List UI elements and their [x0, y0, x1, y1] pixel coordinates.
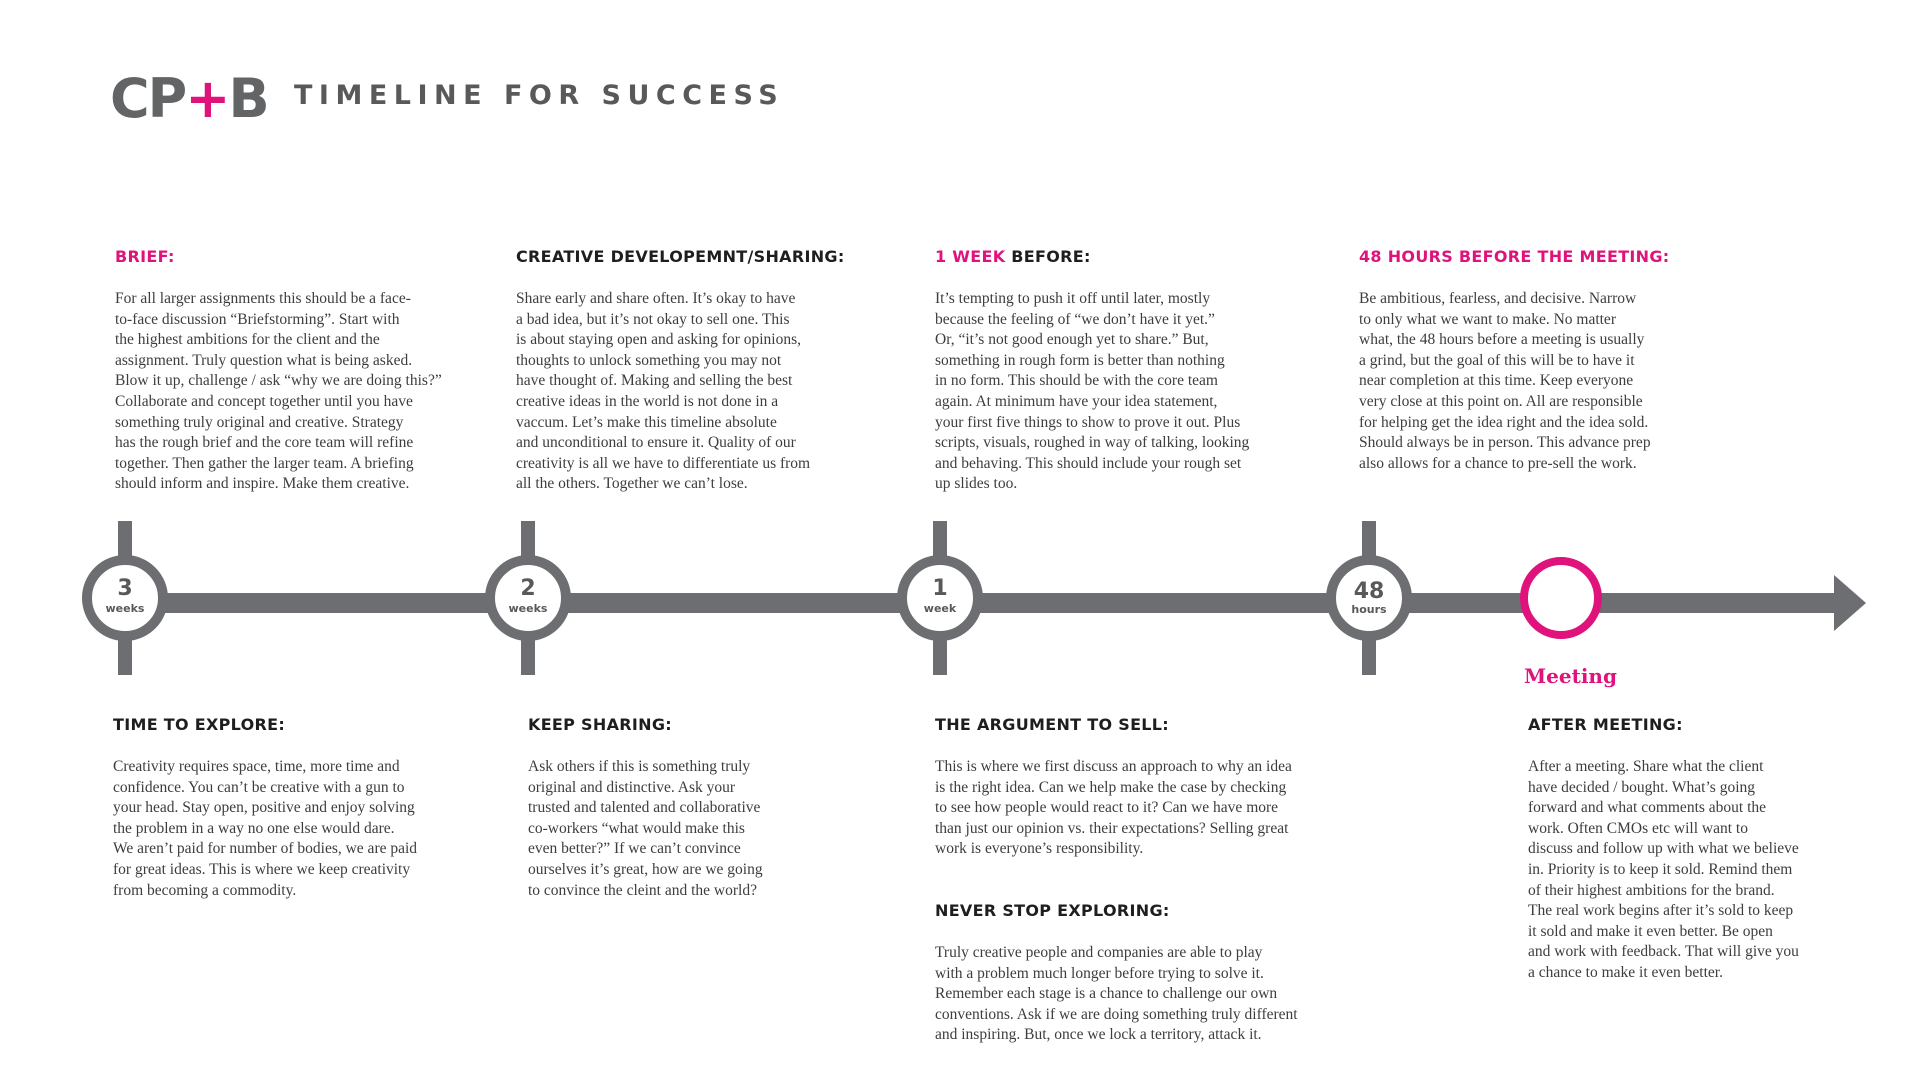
section-heading: KEEP SHARING: [528, 715, 672, 734]
section-heading: NEVER STOP EXPLORING: [935, 901, 1170, 920]
marker-unit: week [923, 602, 957, 615]
section-body: Creativity requires space, time, more time and confidence. You can’t be creative with a gun to your head. Stay open, positive and enjoy solving the problem in a way no one else would dare. We aren’t paid for number of bodies, we are paid for great ideas. This is where we keep creativity from becoming a commodity. [113, 758, 418, 899]
heading-accent: 1 WEEK [935, 247, 1006, 266]
marker-number: 2 [520, 576, 536, 601]
section-heading: THE ARGUMENT TO SELL: [935, 715, 1169, 734]
marker-unit: weeks [105, 602, 145, 615]
section-body: It’s tempting to push it off until later, mostly because the feeling of “we don’t have it yet.” Or, “it’s not good enough yet to share.” But, something in rough form is better than nothing in no form. This should be with the core team again. At minimum have your idea statement, your first five things to show to prove it out. Plus scripts, visuals, roughed in way of talking, looking and behaving. This should include your rough set up slides too. [935, 290, 1250, 493]
section-keep-sharing [528, 715, 888, 901]
section-body: Ask others if this is something truly original and distinctive. Ask your trusted and talented and collaborative co-workers “what would make this even better?” If we can’t convince ourselves it’s great, how are we going to convince the cleint and the world? [528, 758, 763, 899]
heading-rest: BEFORE: [1005, 247, 1091, 266]
section-heading: TIME TO EXPLORE: [113, 715, 286, 734]
marker-3-weeks [87, 521, 163, 675]
timeline-arrowhead [1834, 575, 1866, 631]
section-body: After a meeting. Share what the client have decided / bought. What’s going forward and what comments about the work. Often CMOs etc will want to discuss and follow up with what we believe in. Priority is to keep it sold. Remind them of their highest ambitions for the brand. The real work begins after it’s sold to keep it sold and make it even better. Be open and work with feedback. That will give you a chance to make it even better. [1528, 758, 1799, 981]
section-after-meeting [1528, 715, 1908, 984]
cpb-logo: CP+B [110, 67, 268, 130]
marker-1-week [902, 521, 978, 675]
section-time-to-explore [113, 715, 503, 901]
section-heading: 48 HOURS BEFORE THE MEETING: [1359, 247, 1670, 266]
marker-unit: weeks [508, 602, 548, 615]
section-never-stop-exploring [935, 901, 1355, 1046]
section-heading: CREATIVE DEVELOPEMNT/SHARING: [516, 247, 845, 266]
meeting-marker [1524, 561, 1598, 635]
marker-number: 1 [932, 576, 948, 601]
marker-unit: hours [1351, 603, 1387, 616]
meeting-label: Meeting [1524, 664, 1617, 688]
marker-48-hours [1331, 521, 1407, 675]
marker-number: 3 [117, 576, 133, 601]
section-body: Truly creative people and companies are able to play with a problem much longer before trying to solve it. Remember each stage is a chance to challenge our own conventions. Ask if we are doing something truly different and inspiring. But, once we lock a territory, attack it. [935, 944, 1298, 1044]
section-heading: BRIEF: [115, 247, 175, 266]
section-heading: AFTER MEETING: [1528, 715, 1683, 734]
section-body: For all larger assignments this should be a face- to-face discussion “Briefstorming”. Start with the highest ambitions for the client and the assignment. Truly question what is being asked. Blow it up, challenge / ask “why we are doing this?” Collaborate and concept together until you have something truly original and creative. Strategy has the rough brief and the core team will refine together. Then gather the larger team. A briefing should inform and inspire. Make them creative. [115, 290, 442, 493]
marker-number: 48 [1353, 579, 1385, 604]
page-title: TIMELINE FOR SUCCESS [294, 80, 785, 111]
section-argument-to-sell [935, 715, 1355, 860]
section-body: This is where we first discuss an approach to why an idea is the right idea. Can we help make the case by checking to see how people would react to it? Can we have more than just our opinion vs. their expectations? Selling great work is everyone’s responsibility. [935, 758, 1292, 858]
section-body: Share early and share often. It’s okay to have a bad idea, but it’s not okay to sell one. This is about staying open and asking for opinions, thoughts to unlock something you may not have thought of. Making and selling the best creative ideas in the world is not done in a vaccum. Let’s make this timeline absolute and unconditional to ensure it. Quality of our creativity is all we have to differentiate us from all the others. Together we can’t lose. [516, 290, 811, 493]
marker-2-weeks [490, 521, 566, 675]
section-body: Be ambitious, fearless, and decisive. Narrow to only what we want to make. No matter what, the 48 hours before a meeting is usually a grind, but the goal of this will be to have it near completion at this time. Keep everyone very close at this point on. All are responsible for helping get the idea right and the idea sold. Should always be in person. This advance prep also allows for a chance to pre-sell the work. [1359, 290, 1651, 472]
